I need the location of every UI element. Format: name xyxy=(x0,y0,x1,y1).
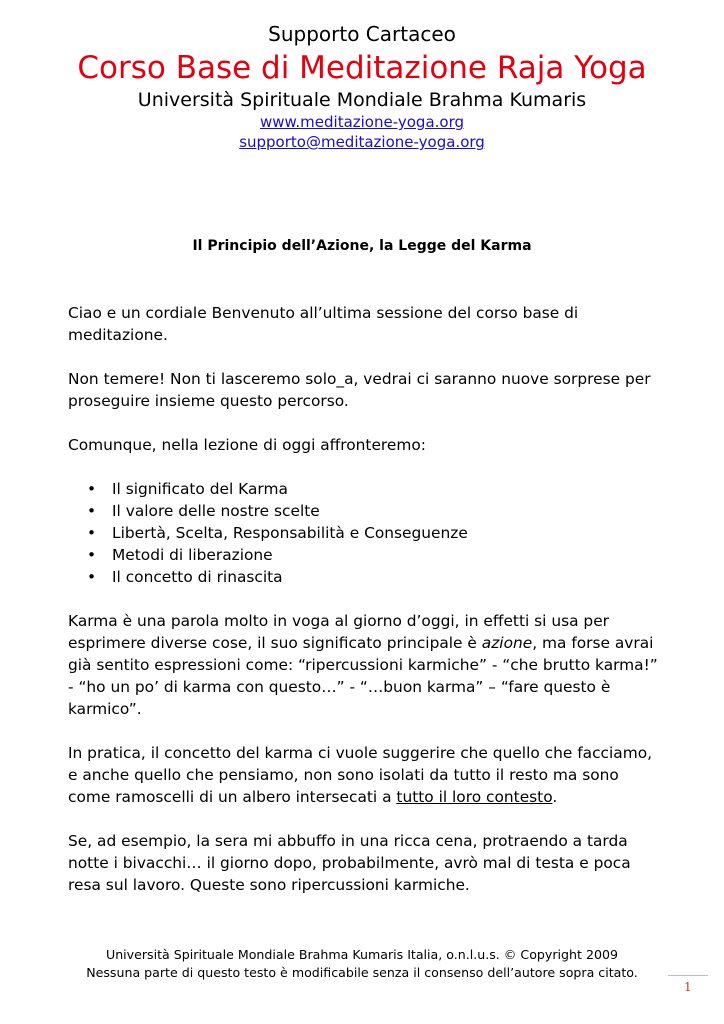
email-link[interactable]: supporto@meditazione-yoga.org xyxy=(239,133,485,151)
list-item xyxy=(68,500,658,522)
bullet-icon: • xyxy=(87,502,97,520)
document-body xyxy=(68,302,658,918)
text-span: , ma forse avrai già sentito espressioni come: “ripercussioni karmiche” - “che brutto karma!” - “ho un po’ di karma con questo…” - “…buon karma” – “fare questo è karmico”. xyxy=(68,634,658,718)
footer-copyright: Università Spirituale Mondiale Brahma Kumaris Italia, o.n.l.u.s. © Copyright 2009 xyxy=(105,947,618,962)
text-span: In pratica, il concetto del karma ci vuole suggerire che quello che facciamo, e anche quello che pensiamo, non sono isolati da tutto il resto ma sono come ramoscelli di un albero intersecati a xyxy=(68,744,653,806)
document-footer xyxy=(0,946,724,982)
bullet-icon: • xyxy=(87,524,97,542)
bullet-icon: • xyxy=(87,546,97,564)
list-item-text: Il valore delle nostre scelte xyxy=(112,502,320,520)
lesson-title: Il Principio dell’Azione, la Legge del Karma xyxy=(192,238,532,254)
course-title: Corso Base di Meditazione Raja Yoga xyxy=(77,50,647,86)
document-header xyxy=(0,20,724,152)
paragraph-topics-intro: Comunque, nella lezione di oggi affronteremo: xyxy=(68,436,426,454)
paragraph-reassurance: Non temere! Non ti lasceremo solo_a, vedrai ci saranno nuove sorprese per proseguire insieme questo percorso. xyxy=(68,370,651,410)
topics-list xyxy=(68,478,658,588)
list-item xyxy=(68,544,658,566)
list-item xyxy=(68,566,658,588)
paragraph-karma-definition xyxy=(68,610,658,720)
paragraph-welcome: Ciao e un cordiale Benvenuto all’ultima sessione del corso base di meditazione. xyxy=(68,304,579,344)
organization-name: Università Spirituale Mondiale Brahma Kumaris xyxy=(137,89,587,111)
bullet-icon: • xyxy=(87,480,97,498)
list-item-text: Libertà, Scelta, Responsabilità e Conseguenze xyxy=(112,524,468,542)
page-number: 1 xyxy=(684,980,692,994)
list-item xyxy=(68,522,658,544)
list-item xyxy=(68,478,658,500)
paragraph-example: Se, ad esempio, la sera mi abbuffo in una ricca cena, protraendo a tarda notte i bivacchi… il giorno dopo, probabilmente, avrò mal di testa e poca resa sul lavoro. Queste sono ripercussioni karmiche. xyxy=(68,832,631,894)
underlined-phrase: tutto il loro contesto xyxy=(396,788,553,806)
list-item-text: Metodi di liberazione xyxy=(112,546,273,564)
bullet-icon: • xyxy=(87,568,97,586)
list-item-text: Il concetto di rinascita xyxy=(112,568,283,586)
website-link[interactable]: www.meditazione-yoga.org xyxy=(259,113,465,131)
italic-term: azione xyxy=(481,634,533,652)
text-span: Karma è una parola molto in voga al giorno d’oggi, in effetti si usa per esprimere diverse cose, il suo significato principale è xyxy=(68,612,610,652)
list-item-text: Il significato del Karma xyxy=(112,480,288,498)
text-span: . xyxy=(552,788,558,806)
header-subtitle: Supporto Cartaceo xyxy=(268,22,456,46)
page-number-divider xyxy=(668,975,708,976)
footer-notice: Nessuna parte di questo testo è modificabile senza il consenso dell’autore sopra citato. xyxy=(86,965,638,980)
paragraph-karma-concept xyxy=(68,742,658,808)
